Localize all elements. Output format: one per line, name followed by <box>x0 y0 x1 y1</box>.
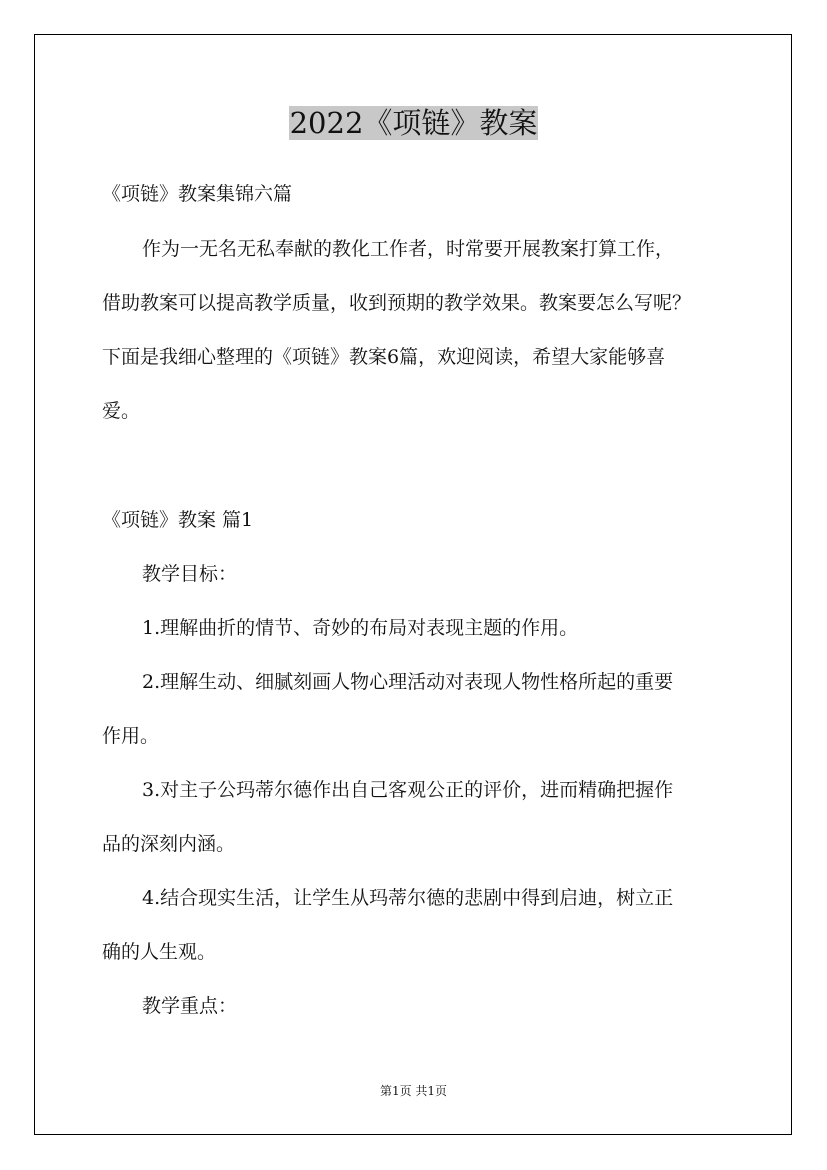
intro-line-4: 爱。 <box>102 400 141 422</box>
document-subtitle: 《项链》教案集锦六篇 <box>102 183 293 205</box>
page-footer: 第1页 共1页 <box>379 1084 448 1098</box>
objective-line-5: 品的深刻内涵。 <box>102 833 236 855</box>
objective-line-2: 2.理解生动、细腻刻画人物心理活动对表现人物性格所起的重要 <box>142 671 674 693</box>
objective-line-1: 1.理解曲折的情节、奇妙的布局对表现主题的作用。 <box>142 617 579 639</box>
document-title <box>0 102 827 144</box>
key-points-label: 教学重点： <box>142 995 238 1017</box>
objective-line-4: 3.对主子公玛蒂尔德作出自己客观公正的评价，进而精确把握作 <box>142 779 674 801</box>
intro-line-2: 借助教案可以提高教学质量，收到预期的教学效果。教案要怎么写呢？ <box>102 292 692 314</box>
objectives-label: 教学目标： <box>142 563 238 585</box>
objective-line-3: 作用。 <box>102 725 160 747</box>
objective-line-6: 4.结合现实生活，让学生从玛蒂尔德的悲剧中得到启迪，树立正 <box>142 887 674 909</box>
intro-line-1: 作为一无名无私奉献的教化工作者，时常要开展教案打算工作， <box>142 238 675 260</box>
intro-line-3: 下面是我细心整理的《项链》教案6篇，欢迎阅读，希望大家能够喜 <box>102 346 666 368</box>
objective-line-7: 确的人生观。 <box>102 941 217 963</box>
section-heading: 《项链》教案 篇1 <box>102 509 254 531</box>
document-title-text: 2022《项链》教案 <box>289 106 538 140</box>
